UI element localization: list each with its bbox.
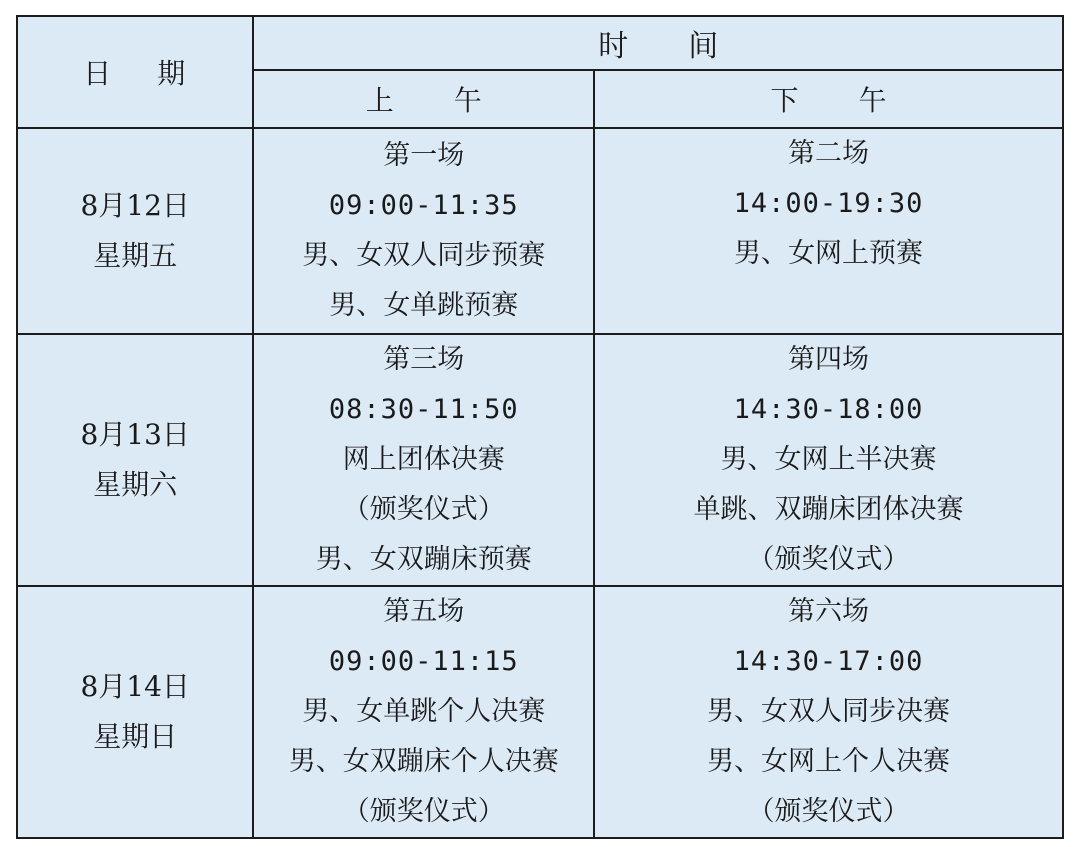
- header-pm-char-2: 午: [858, 84, 887, 117]
- morning-session-cell: [253, 586, 594, 838]
- session-label: 第三场: [383, 344, 465, 375]
- event-item: 单跳、双蹦床团体决赛: [693, 494, 964, 525]
- event-item: 男、女网上预赛: [734, 238, 924, 269]
- session-label: 第二场: [788, 138, 870, 169]
- table-row: [17, 586, 1063, 838]
- event-item: 男、女双人同步预赛: [302, 240, 546, 271]
- weekday-label: 星期五: [93, 239, 178, 272]
- table-row: [17, 128, 1063, 334]
- weekday-label: 星期六: [93, 468, 178, 501]
- afternoon-session-cell: [594, 586, 1063, 838]
- event-item: 男、女网上个人决赛: [707, 746, 951, 777]
- session-time: 08:30-11:50: [328, 394, 519, 425]
- table-row: [17, 334, 1063, 586]
- session-label: 第六场: [788, 596, 870, 627]
- date-cell: [17, 334, 253, 586]
- event-item: 网上团体决赛: [342, 444, 505, 475]
- session-label: 第一场: [383, 140, 465, 171]
- header-am-char-2: 午: [453, 84, 482, 117]
- header-pm: [594, 70, 1063, 128]
- header-date: [17, 16, 253, 128]
- morning-session-cell: [253, 128, 594, 334]
- header-date-char-2: 期: [157, 57, 188, 90]
- event-item: 男、女网上半决赛: [720, 444, 937, 475]
- header-pm-char-1: 下: [770, 84, 799, 117]
- event-item: 男、女单跳个人决赛: [302, 696, 546, 727]
- date-label: 8月14日: [80, 670, 190, 703]
- event-item: 男、女单跳预赛: [329, 290, 519, 321]
- session-time: 09:00-11:35: [328, 190, 519, 221]
- event-item: 男、女双蹦床个人决赛: [288, 746, 559, 777]
- date-cell: [17, 586, 253, 838]
- session-time: 14:00-19:30: [733, 188, 924, 219]
- session-label: 第五场: [383, 596, 465, 627]
- schedule-table: [16, 15, 1064, 839]
- event-item: （颁奖仪式）: [342, 494, 505, 525]
- event-item: （颁奖仪式）: [747, 544, 910, 575]
- date-cell: [17, 128, 253, 334]
- header-am-char-1: 上: [365, 84, 394, 117]
- date-label: 8月13日: [80, 418, 190, 451]
- afternoon-session-cell: [594, 334, 1063, 586]
- morning-session-cell: [253, 334, 594, 586]
- header-date-char-1: 日: [83, 57, 114, 90]
- session-label: 第四场: [788, 344, 870, 375]
- event-item: 男、女双蹦床预赛: [315, 544, 532, 575]
- header-time: [253, 16, 1063, 70]
- afternoon-session-cell: [594, 128, 1063, 334]
- session-time: 14:30-17:00: [733, 646, 924, 677]
- event-item: （颁奖仪式）: [342, 796, 505, 827]
- event-item: 男、女双人同步决赛: [707, 696, 951, 727]
- session-time: 09:00-11:15: [328, 646, 519, 677]
- date-label: 8月12日: [80, 189, 190, 222]
- header-time-char-2: 间: [688, 29, 719, 64]
- session-time: 14:30-18:00: [733, 394, 924, 425]
- header-am: [253, 70, 594, 128]
- header-time-char-1: 时: [598, 29, 629, 64]
- weekday-label: 星期日: [93, 720, 178, 753]
- event-item: （颁奖仪式）: [747, 796, 910, 827]
